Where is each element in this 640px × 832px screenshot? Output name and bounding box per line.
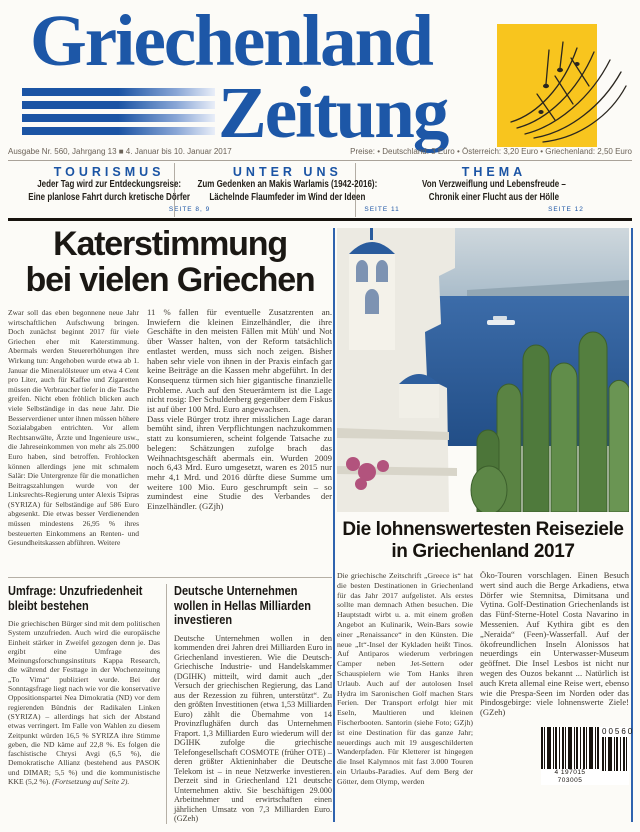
secondary-articles bbox=[8, 577, 332, 824]
santorini-photo bbox=[337, 228, 629, 512]
masthead-stripe bbox=[22, 101, 215, 109]
travel-column-1: Die griechische Zeitschrift „Greece is“ hat die besten Destinationen in Griechenland für das Jahr 2017 aufgelistet. Als erstes sollte man demnach Athen besuchen. Die Hauptstadt wirbt u. a. mit einem großen Angebot an Kulinarik, Wein-Bars sowie einer „Renaissance“ in den Künsten. Die neue „It“-Insel der Kykladen heißt Tinos. Auf Antiparos wiederum verbringen Camper neben Jet-Settern oder Schauspielern wie Tom Hanks ihren Urlaub. Auch auf der autolosen Insel Hydra im Saronischen Golf machen Stars Ferien. Der Transport erfolgt hier mit Eseln, Maultieren und kleinen Fischerbooten. Santorin (siehe Foto; GZjh) ist eine Destination für das ganze Jahr; neuerdings auch mit 19 ausgeschilderten Wanderpfaden. Für Kletterer ist hingegen die Insel Kalymnos mit fast 3.000 Touren ein Urlaubs-Paradies. Auf dem Berg der Götter, dem Olymp, werden bbox=[337, 571, 473, 786]
travel-section bbox=[333, 228, 633, 822]
barcode-addon-number: 00560 bbox=[602, 726, 635, 736]
teaser-section: TOURISMUS bbox=[53, 165, 165, 179]
cruise-ship bbox=[487, 320, 515, 325]
teaser-line: Chronik einer Flucht aus der Hölle bbox=[428, 191, 560, 203]
masthead-stripe bbox=[22, 114, 215, 122]
chapel bbox=[399, 374, 439, 418]
music-staff-logo-icon bbox=[497, 24, 627, 150]
main-article-column-1: Zwar soll das eben begonnene neue Jahr wirtschaftlichen Aufschwung bringen. Doch zunächst beginnt 2017 für viele Griechen eher mit Katerstimmung. Abermals werden Steuererhöhungen ihre Wirkung tun: Angehoben wurde etwa ab 1. Januar die Mineralölsteuer um etwa 4 Cent pro Liter, auch für Kaffee und Zigaretten müssen die Verbraucher tiefer in die Tasche greifen. Nicht eben fröhlich blicken auch viele Selbständige in das neue Jahr. Die Besserverdiener unter ihnen müssen höhere Sozialabgaben entrichten. Vor allem Rechtsanwälte, Ärzte und Ingenieure usw., die Jahreseinkommen von mehr als 25.000 Euro haben, sind betroffen. Frohlocken können allerdings jene mit schmalem Salär: Die Untergrenze für die monatlichen Beitragszahlungen wurde von der Linksrechts-Regierung unter Alexis Tsipras (SYRIZA) für Selbständige auf 586 Euro abgesenkt. Die etwas besser Verdienenden müssen mindestens 26,95 % ihres besteuerten Einkommens an Renten- und Gesundheitskassen abführen. Weitere bbox=[8, 308, 139, 548]
masthead-stripe bbox=[22, 88, 215, 96]
teaser-bar bbox=[8, 163, 632, 217]
price-info: Preise: • Deutschland: 3 Euro • Österreich: 3,20 Euro • Griechenland: 2,50 Euro bbox=[350, 147, 632, 156]
teaser-line: Von Verzweiflung und Lebensfreude – bbox=[422, 179, 566, 190]
issue-info: Ausgabe Nr. 560, Jahrgang 13 ■ 4. Januar bis 10. Januar 2017 bbox=[8, 147, 232, 156]
travel-headline-line1: Die lohnenswertesten Reiseziele bbox=[342, 519, 624, 540]
teaser-page-ref: SEITE 11 bbox=[364, 206, 400, 213]
main-article bbox=[8, 226, 332, 548]
main-headline bbox=[8, 226, 332, 298]
issue-line bbox=[8, 147, 632, 156]
ship-deck bbox=[493, 316, 507, 320]
teaser-tourismus bbox=[8, 163, 211, 217]
article-text: Die griechischen Bürger sind mit dem politischen System unzufrieden. Auch wird die europäische Einheit stärker in Zweifel gezogen denn je. Das ergibt eine Umfrage des Meinungsforschungsinstituts Kappa Research, die während der Festtage in der Wochenzeitung „To Vima“ publiziert wurde. Bei der Sonntagsfrage liegt nach wie vor die konservative Oppositionspartei Nea Dimokratia (ND) vor dem regierenden Bündnis der Radikalen Linken (SYRIZA) – allerdings hat sich der Abstand etwas verringert. Im Falle von Wahlen zu diesem Zeitpunkt würden 16,5 % SYRIZA ihre Stimme geben, die ND käme auf 22,8 %. Es folgen die faschistische Chrysi Avgi (6,5 %), die Demokratische Allianz (bestehend aus PASOK und DIMAR; 5,5 %) und die kommunistische KKE (5,2 %). bbox=[8, 619, 160, 787]
teaser-unter-uns bbox=[174, 163, 400, 217]
main-headline-line2: bei vielen Griechen bbox=[25, 261, 315, 299]
paragraph: 11 % fallen für eventuelle Zusatzrenten an. Inwiefern die kleinen Einzelhändler, die ihre Geschäfte in den meisten Fällen mit Müh' und Not über Wasser halten, von der Reform tatsächlich entlastet werden, muss sich noch zeigen. Bisher haben sehr viele von ihnen in der Praxis einfach gar keine Beiträge an die Kassen mehr abgeführt. In der Konsequenz türmen sich hier gigantische finanzielle Probleme. Auch auf den Steuerämtern ist die Lage nicht rosig: Der Schuldenberg gegenüber dem Fiskus ist auf über 100 Mrd. Euro angewachsen. bbox=[147, 307, 332, 415]
main-headline-line1: Katerstimmung bbox=[53, 225, 287, 263]
travel-column-2 bbox=[480, 570, 635, 787]
article-umfrage bbox=[8, 584, 166, 824]
continuation-note: (Fortsetzung auf Seite 2). bbox=[52, 777, 130, 787]
barcode-bars bbox=[541, 727, 599, 769]
teaser-thema bbox=[356, 163, 632, 217]
barcode bbox=[541, 726, 635, 785]
article-headline: Umfrage: Unzufriedenheit bleibt bestehen bbox=[8, 584, 143, 613]
article-body bbox=[8, 619, 160, 786]
article-headline: Deutsche Unternehmen wollen in Hellas Milliarden investieren bbox=[174, 584, 311, 627]
article-body: Deutsche Unternehmen wollen in den kommenden drei Jahren drei Milliarden Euro in Griechenland investieren. Wie die Deutsch-Griechische Industrie- und Handelskammer (DGIHK) mitteilt, wird damit auch „der Versuch der griechischen Regierung, das Land aus der Rezession zu führen, unterstützt“. Zu den größten Investitionen (etwa 1,53 Milliarden Euro) zählt die Übernahme von 14 Provinzflughäfen durch das Unternehmen Fraport. 1,3 Milliarden Euro wiederum will der DGIHK zufolge die griechische Telefongesellschaft COSMOTE (früher OTE) – deren größter Aktieninhaber die Deutsche Telekom ist – in neue Netzwerke investieren. Derzeit sind in Griechenland 121 deutsche Unternehmen aktiv. Sie beschäftigen 29.000 Arbeitnehmer und erwirtschaften einen jährlichen Umsatz von 7,3 Milliarden Euro. (GZeh) bbox=[174, 633, 332, 823]
main-article-column-2 bbox=[147, 308, 332, 548]
divider bbox=[8, 160, 632, 161]
teaser-section: UNTER UNS bbox=[232, 165, 342, 179]
travel-headline bbox=[337, 519, 629, 563]
barcode-addon-bars bbox=[602, 737, 628, 771]
article-deutsche-unternehmen bbox=[166, 584, 332, 824]
teaser-page-ref: SEITE 8, 9 bbox=[168, 206, 211, 213]
masthead-title-line1: Griechenland bbox=[30, 0, 432, 81]
divider-thick bbox=[8, 218, 632, 221]
masthead-title-line2: Zeitung bbox=[218, 72, 448, 153]
paragraph: Dass viele Bürger trotz ihrer misslichen Lage daran bemüht sind, ihren Verpflichtungen nachzukommen statt zu konsumieren, scheint folgende Tatsache zu belegen: Schätzungen zufolge brach das Weihnachtsgeschäft abermals ein. Wurden 2009 noch 6,43 Mrd. Euro umgesetzt, waren es 2015 nur mehr 4,1 Mrd. und 2016 dürfte diese Summe um weitere 100 Mio. Euro geschrumpft sein – so zumindest eine Studie des Verbandes der Einzelhändler. (GZjh) bbox=[147, 413, 332, 512]
teaser-line: Eine planlose Fahrt durch kretische Dörfer bbox=[28, 191, 191, 203]
travel-headline-line2: in Griechenland 2017 bbox=[391, 541, 575, 562]
masthead-stripe bbox=[22, 127, 215, 135]
teaser-section: THEMA bbox=[461, 165, 527, 179]
teaser-page-ref: SEITE 12 bbox=[548, 206, 584, 213]
teaser-line: Lächelnde Flaumfeder im Wind der Ideen bbox=[209, 191, 366, 203]
barcode-ean-number: 4 197015 703005 bbox=[554, 768, 586, 784]
teaser-line: Zum Gedenken an Makis Warlamis (1942-2016): bbox=[197, 179, 378, 190]
teaser-line: Jeder Tag wird zur Entdeckungsreise: bbox=[37, 179, 182, 190]
travel-text: Öko-Touren vorschlagen. Einen Besuch wert sind auch die Berge Arkadiens, etwa Dörfer wie Stemnitsa, Dimitsana und Vytina. Golf-Destination Griechenlands ist das Fünf-Sterne-Hotel Costa Navarino in Messenien. Auf Kythira gibt es den „Neraida“ (Feen)-Wasserfall. Auf der ökofreundlichen Inseln Alonissos hat neuerdings ein Unterwasser-Museum geöffnet. Die Insel Lesbos ist nicht nur wegen des Ouzos bekannt ... Natürlich ist auch Kreta allemal eine Reise wert, ebenso wie die Prespa-Seen im Norden oder das Pindosgebirge: viele lohnenswerte Ziele! (GZeh) bbox=[480, 570, 629, 718]
